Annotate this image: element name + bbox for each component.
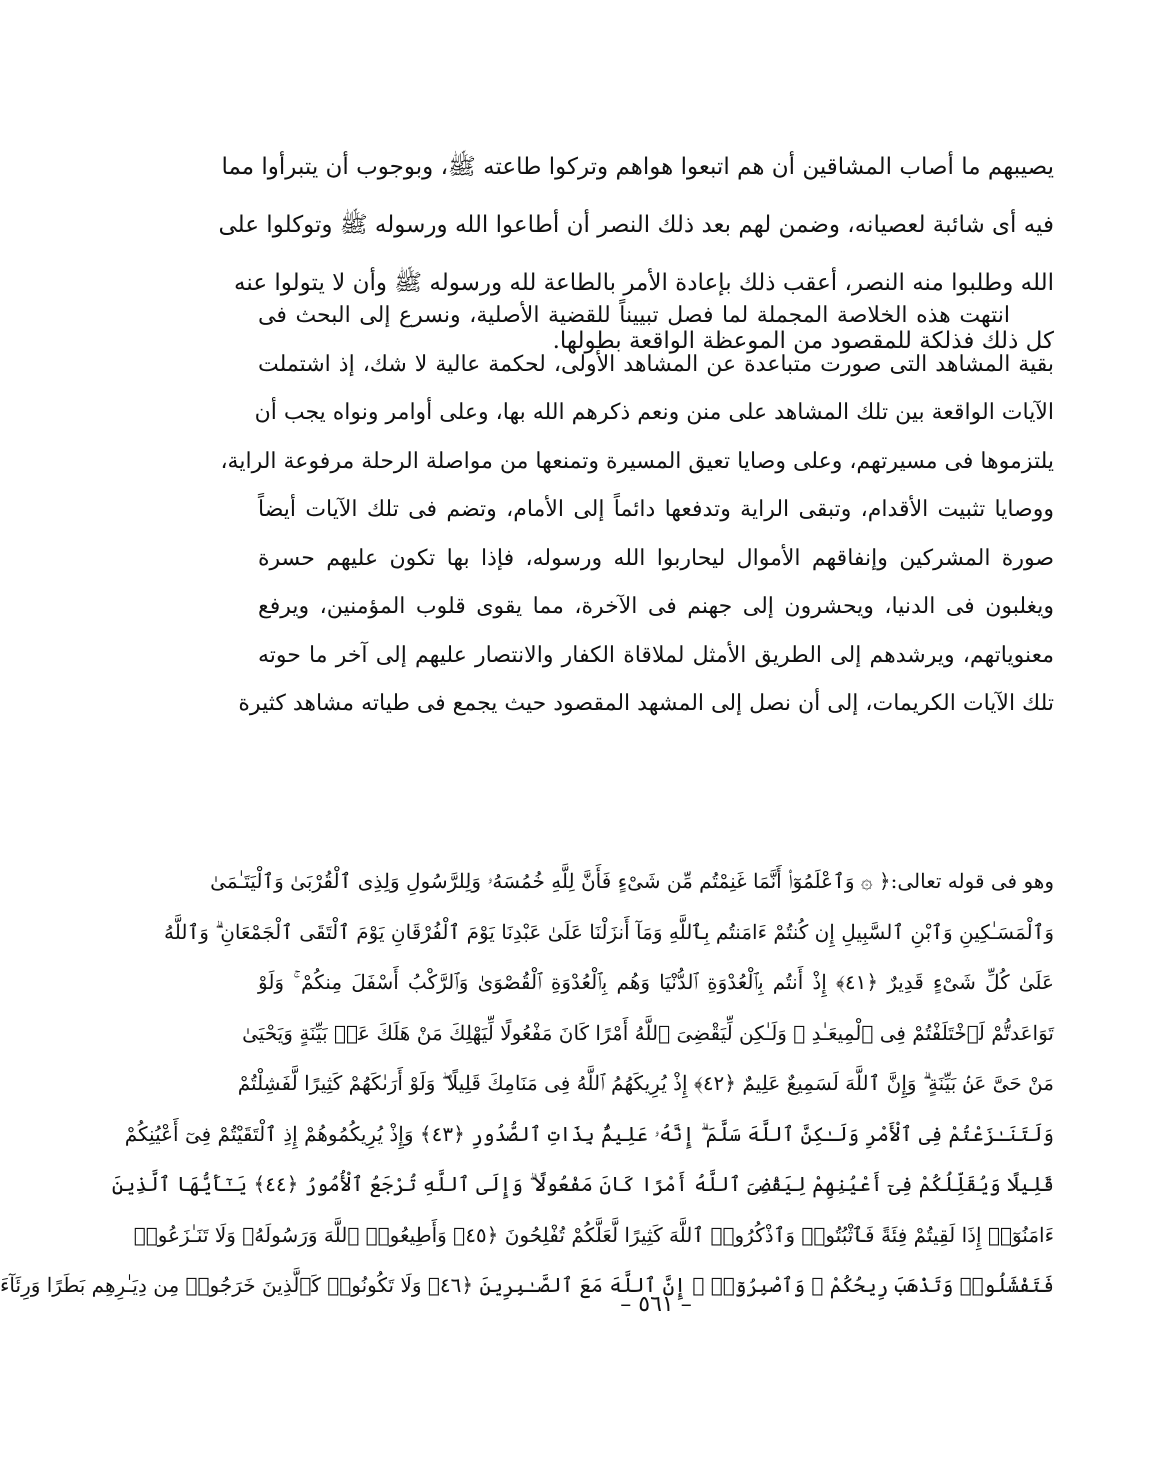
text-line: ويغلبون فى الدنيا، ويحشرون إلى جهنم فى الآخرة، مما يقوى قلوب المؤمنين، ويرفع bbox=[258, 594, 1054, 619]
verse-line: تَوَاعَدتُّمْ لَٱخْتَلَفْتُمْ فِى ٱلْمِيعَـٰدِ ۙ وَلَـٰكِن لِّيَقْضِىَ ٱللَّهُ أَمْرًا كَانَ مَفْعُولًا لِّيَهْلِكَ مَنْ هَلَكَ عَنۢ بَيِّنَةٍ وَيَحْيَىٰ bbox=[242, 1020, 1054, 1045]
text-line: كل ذلك فذلكة للمقصود من الموعظة الواقعة بطولها. bbox=[552, 328, 1054, 354]
text-line: معنوياتهم، ويرشدهم إلى الطريق الأمثل لملاقاة الكفار والانتصار عليهم إلى آخر ما حوته bbox=[258, 642, 1054, 668]
verse-line: قَلِيلًا وَيُقَلِّلُكُمْ فِىٓ أَعْيُنِهِمْ لِيَقْضِىَ ٱللَّهُ أَمْرًا كَانَ مَفْعُولًا ۗ وَإِلَى ٱللَّهِ تُرْجَعُ ٱلْأُمُورُ ﴿٤٤﴾ يَـٰٓأَيُّهَا ٱلَّذِينَ bbox=[111, 1172, 1054, 1196]
page-number: – ٥٦١ – bbox=[620, 1292, 692, 1317]
verse-line: ءَامَنُوٓا۟ إِذَا لَقِيتُمْ فِئَةً فَٱثْبُتُوا۟ وَٱذْكُرُوا۟ ٱللَّهَ كَثِيرًا لَّعَلَّكُمْ تُفْلِحُونَ ﴿٤٥﴾ وَأَطِيعُوا۟ ٱللَّهَ وَرَسُولَهُۥ وَلَا تَنَـٰزَعُوا۟ bbox=[133, 1222, 1054, 1247]
verse-line: وَلَتَنَـٰزَعْتُمْ فِى ٱلْأَمْرِ وَلَـٰكِنَّ ٱللَّهَ سَلَّمَ ۗ إِنَّهُۥ عَلِيمٌۢ بِذَاتِ ٱلصُّدُورِ ﴿٤٣﴾ وَإِذْ يُرِيكُمُوهُمْ إِذِ ٱلْتَقَيْتُمْ فِىٓ أَعْيُنِكُمْ bbox=[124, 1121, 1054, 1146]
text-line: انتهت هذه الخلاصة المجملة لما فصل تبييناً للقضية الأصلية، ونسرع إلى البحث فى bbox=[258, 303, 1010, 328]
text-line: يلتزموها فى مسيرتهم، وعلى وصايا تعيق المسيرة وتمنعها من مواصلة الرحلة مرفوعة الراية، bbox=[220, 448, 1054, 474]
text-line: بقية المشاهد التى صورت متباعدة عن المشاهد الأولى، لحكمة عالية لا شك، إذ اشتملت bbox=[258, 351, 1054, 377]
text-line: تلك الآيات الكريمات، إلى أن نصل إلى المشهد المقصود حيث يجمع فى طياته مشاهد كثيرة bbox=[238, 691, 1054, 716]
quran-verse-block bbox=[0, 856, 1054, 1311]
text-line: صورة المشركين وإنفاقهم الأموال ليحاربوا الله ورسوله، فإذا بها تكون عليهم حسرة bbox=[258, 545, 1054, 571]
text-line: يصيبهم ما أصاب المشاقين أن هم اتبعوا هواهم وتركوا طاعته ﷺ، وبوجوب أن يتبرأوا مما bbox=[221, 154, 1054, 180]
verse-line: وَٱلْمَسَـٰكِينِ وَٱبْنِ ٱلسَّبِيلِ إِن كُنتُمْ ءَامَنتُم بِٱللَّهِ وَمَآ أَنزَلْنَا عَلَىٰ عَبْدِنَا يَوْمَ ٱلْفُرْقَانِ يَوْمَ ٱلْتَقَى ٱلْجَمْعَانِ ۗ وَٱللَّهُ bbox=[164, 919, 1054, 944]
verse-line: فَتَفْشَلُوا۟ وَتَذْهَبَ رِيحُكُمْ ۖ وَٱصْبِرُوٓا۟ ۚ إِنَّ ٱللَّهَ مَعَ ٱلصَّـٰبِرِينَ ﴿٤٦﴾ وَلَا تَكُونُوا۟ كَٱلَّذِينَ خَرَجُوا۟ مِن دِيَـٰرِهِم بَطَرًا وَرِئَآءَ bbox=[0, 1273, 1054, 1297]
text-line: فيه أى شائبة لعصيانه، وضمن لهم بعد ذلك النصر أن أطاعوا الله ورسوله ﷺ وتوكلوا على bbox=[218, 212, 1054, 238]
paragraph-2 bbox=[220, 292, 1054, 729]
text-line: ووصايا تثبيت الأقدام، وتبقى الراية وتدفعها دائماً إلى الأمام، وتضم فى تلك الآيات أيضاً bbox=[258, 497, 1054, 522]
text-line: الآيات الواقعة بين تلك المشاهد على منن ونعم ذكرهم الله بها، وعلى أوامر ونواه يجب أن bbox=[254, 400, 1054, 425]
text-line: الله وطلبوا منه النصر، أعقب ذلك بإعادة الأمر بالطاعة لله ورسوله ﷺ وأن لا يتولوا عنه bbox=[234, 270, 1054, 296]
verse-line: وهو فى قوله تعالى:﴿ ۞ وَٱعْلَمُوٓا۟ أَنَّمَا غَنِمْتُم مِّن شَىْءٍ فَأَنَّ لِلَّهِ خُمُسَهُۥ وَلِلرَّسُولِ وَلِذِى ٱلْقُرْبَىٰ وَٱلْيَتَـٰمَىٰ bbox=[210, 869, 1054, 893]
verse-line: مَنْ حَىَّ عَنۢ بَيِّنَةٍ ۗ وَإِنَّ ٱللَّهَ لَسَمِيعٌ عَلِيمٌ ﴿٤٢﴾ إِذْ يُرِيكَهُمُ ٱللَّهُ فِى مَنَامِكَ قَلِيلًا ۖ وَلَوْ أَرَىٰكَهُمْ كَثِيرًا لَّفَشِلْتُمْ bbox=[237, 1071, 1054, 1095]
verse-line: عَلَىٰ كُلِّ شَىْءٍ قَدِيرٌ ﴿٤١﴾ إِذْ أَنتُم بِٱلْعُدْوَةِ ٱلدُّنْيَا وَهُم بِٱلْعُدْوَةِ ٱلْقُصْوَىٰ وَٱلرَّكْبُ أَسْفَلَ مِنكُمْ ۚ وَلَوْ bbox=[258, 970, 1054, 994]
